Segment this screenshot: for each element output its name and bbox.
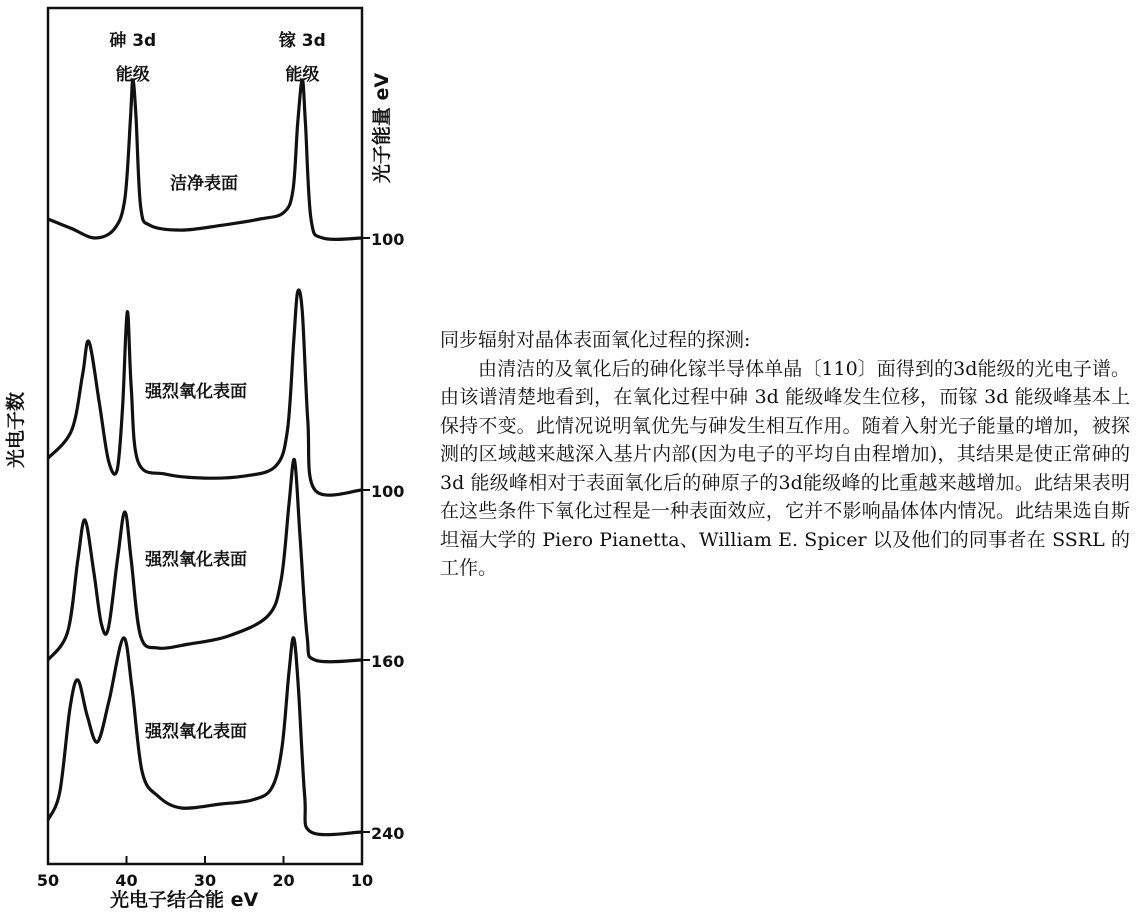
x-axis-ticks [37, 856, 373, 890]
surface-label: 洁净表面 [170, 174, 238, 194]
peak-label-line2: 能级 [285, 65, 320, 85]
spectrum-line [48, 80, 362, 239]
x-tick-label: 30 [193, 871, 217, 890]
surface-label: 强烈氧化表面 [145, 550, 247, 570]
peak-label-line2: 能级 [115, 65, 150, 85]
photon-energy-label: 160 [371, 652, 405, 671]
x-tick-label: 40 [115, 871, 138, 890]
x-tick-label: 20 [272, 871, 295, 890]
caption-title: 同步辐射对晶体表面氧化过程的探测: [440, 329, 751, 351]
x-tick-label: 50 [36, 871, 60, 890]
peak-labels [109, 30, 325, 85]
figure-caption [440, 326, 1130, 583]
surface-label: 强烈氧化表面 [145, 382, 247, 402]
photon-energy-labels [362, 230, 404, 843]
x-axis-title: 光电子结合能 eV [110, 889, 259, 911]
photon-energy-label: 240 [371, 824, 405, 843]
peak-label-line1: 砷 3d [109, 31, 157, 51]
spectrum-figure [0, 0, 440, 921]
photon-energy-label: 100 [371, 230, 405, 249]
spectra [48, 80, 362, 835]
surface-label: 强烈氧化表面 [145, 722, 247, 742]
photon-energy-axis-title: 光子能量 eV [371, 72, 393, 184]
peak-label-line1: 镓 3d [278, 31, 326, 51]
y-axis-title: 光电子数 [5, 391, 27, 469]
photon-energy-label: 100 [371, 482, 405, 501]
x-tick-label: 10 [350, 871, 374, 890]
caption-body: 由清洁的及氧化后的砷化镓半导体单晶〔110〕面得到的3d能级的光电子谱。由该谱清楚地看到，在氧化过程中砷 3d 能级峰发生位移，而镓 3d 能级峰基本上保持不变。此情况说明氧优先与砷发生相互作用。随着入射光子能量的增加，被探测的区域越来越深入基片内部(因为电子的平均自由程增加)，其结果是使正常砷的 3d 能级峰相对于表面氧化后的砷原子的3d能级峰的比重越来越增加。此结果表明在这些条件下氧化过程是一种表面效应，它并不影响晶体体内情况。此结果选自斯坦福大学的 Piero Pianetta、William E. Spicer 以及他们的同事者在 SSRL 的工作。 [440, 357, 1130, 579]
